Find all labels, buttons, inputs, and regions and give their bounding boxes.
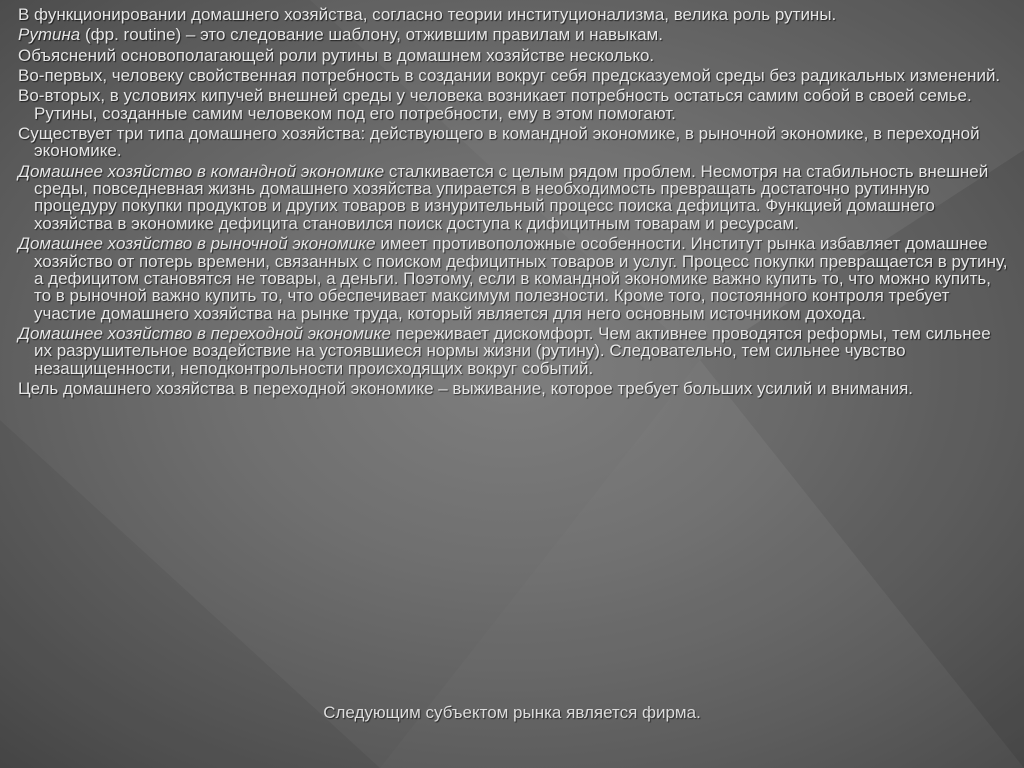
paragraph-8 bbox=[18, 235, 1008, 322]
paragraph-text: Существует три типа домашнего хозяйства: действующего в командной экономике, в рыночной экономике, в переходной экономике. bbox=[18, 123, 980, 161]
paragraph-10 bbox=[18, 380, 1008, 397]
paragraph-text: сталкивается с целым рядом проблем. Несмотря на стабильность внешней среды, повседневная жизнь домашнего хозяйства упирается в необходимость превращать достаточно рутинную процедуру покупки продуктов и других товаров в изнурительный процесс поиска дефицита. Функцией домашнего хозяйства в экономике дефицита становился поиск доступа к дифицитным товарам и ресурсам. bbox=[34, 161, 989, 233]
paragraph-text: Объяснений основополагающей роли рутины в домашнем хозяйстве несколько. bbox=[18, 45, 655, 65]
paragraph-text: (фр. routine) – это следование шаблону, отжившим правилам и навыкам. bbox=[80, 25, 663, 45]
paragraph-text: В функционировании домашнего хозяйства, согласно теории институционализма, велика роль рутины. bbox=[18, 5, 837, 24]
slide-body bbox=[18, 6, 1008, 400]
paragraph-italic-term: Домашнее хозяйство в командной экономике bbox=[18, 161, 385, 181]
paragraph-2 bbox=[18, 26, 1008, 43]
paragraph-text: Цель домашнего хозяйства в переходной экономике – выживание, которое требует больших усилий и внимания. bbox=[18, 379, 914, 399]
paragraph-3 bbox=[18, 47, 1008, 64]
paragraph-7 bbox=[18, 163, 1008, 233]
paragraph-9 bbox=[18, 325, 1008, 377]
paragraph-5 bbox=[18, 87, 1008, 122]
slide-footer: Следующим субъектом рынка является фирма. bbox=[323, 703, 701, 722]
paragraph-italic-term: Рутина bbox=[18, 25, 81, 45]
paragraph-text: переживает дискомфорт. Чем активнее проводятся реформы, тем сильнее их разрушительное воздействие на устоявшиеся нормы жизни (рутину). Следовательно, тем сильнее чувство незащищенности, неподконтрольности происходящих вокруг событий. bbox=[34, 324, 991, 378]
paragraph-6 bbox=[18, 125, 1008, 160]
paragraph-4 bbox=[18, 67, 1008, 84]
paragraph-text: Во-вторых, в условиях кипучей внешней среды у человека возникает потребность остаться самим собой в своей семье. Рутины, созданные самим человеком под его потребности, ему в этом помогают. bbox=[18, 86, 972, 123]
paragraph-text: Во-первых, человеку свойственная потребность в создании вокруг себя предсказуемой среды без радикальных изменений. bbox=[18, 65, 1001, 85]
paragraph-italic-term: Домашнее хозяйство в рыночной экономике bbox=[18, 234, 376, 254]
paragraph-italic-term: Домашнее хозяйство в переходной экономике bbox=[18, 324, 391, 344]
paragraph-1 bbox=[18, 6, 1008, 23]
paragraph-text: имеет противоположные особенности. Институт рынка избавляет домашнее хозяйство от потерь времени, связанных с поиском дефицитных товаров и услуг. Процесс покупки превращается в рутину, а дефицитом становятся не товары, а деньги. Поэтому, если в командной экономике важно купить то, что можно купить, то в рыночной важно купить то, что обеспечивает максимум полезности. Кроме того, постоянного контроля требует участие домашнего хозяйства на рынке труда, который является для него основным источником дохода. bbox=[34, 234, 1008, 323]
